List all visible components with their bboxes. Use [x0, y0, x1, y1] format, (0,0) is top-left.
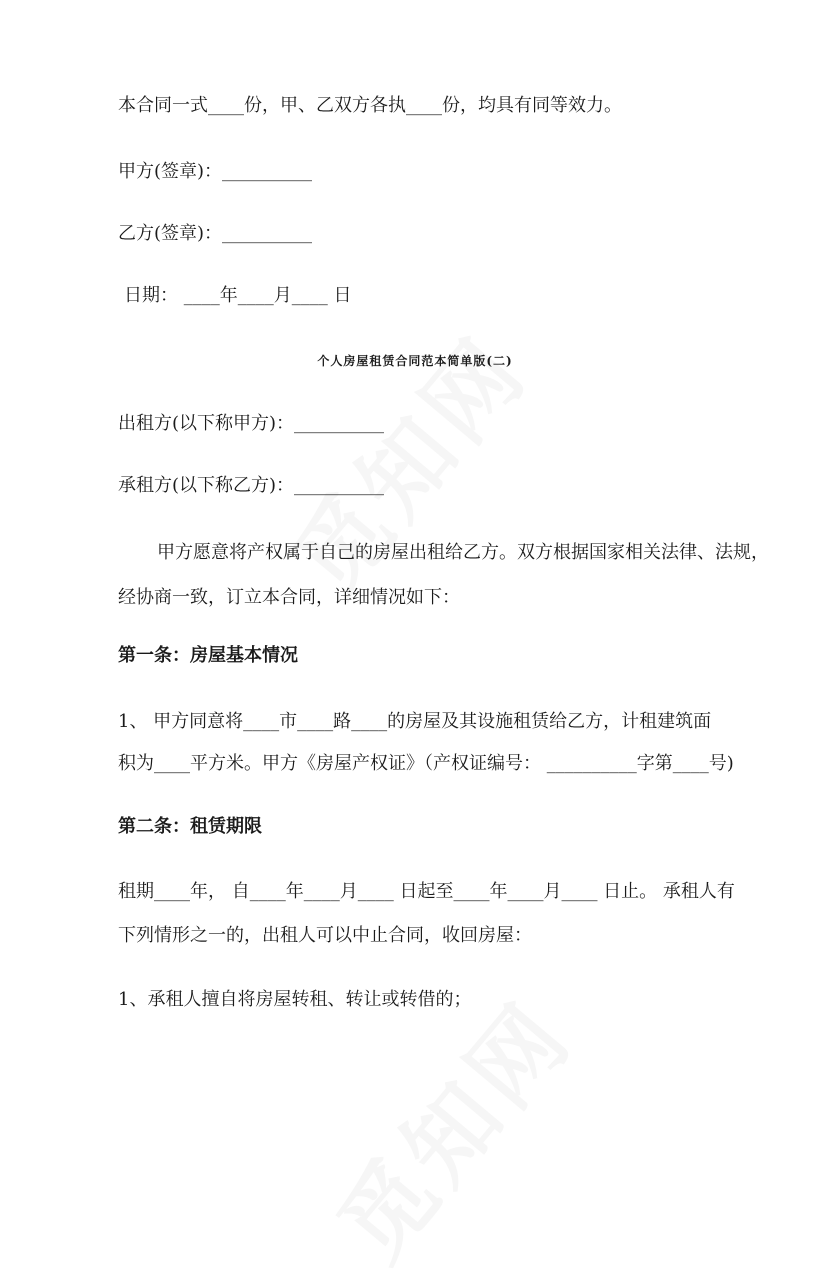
- article-2-line-2: 下列情形之一的，出租人可以中止合同，收回房屋：: [118, 925, 532, 946]
- lessee-line: 承租方(以下称乙方)：__________: [118, 475, 385, 496]
- party-a-signature-line: 甲方(签章)：__________: [118, 161, 313, 182]
- article-1-line-1: 1、 甲方同意将____市____路____的房屋及其设施租赁给乙方，计租建筑面: [118, 711, 712, 732]
- watermark: [258, 304, 552, 619]
- article-1-heading: 第一条：房屋基本情况: [118, 645, 298, 666]
- article-2-item-1: 1、承租人擅自将房屋转租、转让或转借的；: [118, 989, 472, 1010]
- article-2-line-1: 租期____年， 自____年____月____ 日起至____年____月____ 日止。 承租人有: [118, 881, 735, 902]
- intro-line-2: 经协商一致，订立本合同，详细情况如下：: [118, 587, 460, 608]
- section-title: 个人房屋租赁合同范本简单版(二): [317, 354, 513, 368]
- party-b-signature-line: 乙方(签章)：__________: [118, 223, 313, 244]
- article-1-line-2: 积为____平方米。甲方《房屋产权证》（产权证编号： __________字第____号): [118, 753, 734, 774]
- date-line: 日期： ____年____月____ 日: [124, 285, 352, 306]
- watermark-bottom: [303, 969, 597, 1283]
- article-2-heading: 第二条：租赁期限: [118, 816, 262, 837]
- intro-line-1: 甲方愿意将产权属于自己的房屋出租给乙方。双方根据国家相关法律、法规，: [157, 542, 769, 563]
- copies-clause: 本合同一式____份，甲、乙双方各执____份，均具有同等效力。: [118, 95, 622, 116]
- lessor-line: 出租方(以下称甲方)：__________: [118, 413, 385, 434]
